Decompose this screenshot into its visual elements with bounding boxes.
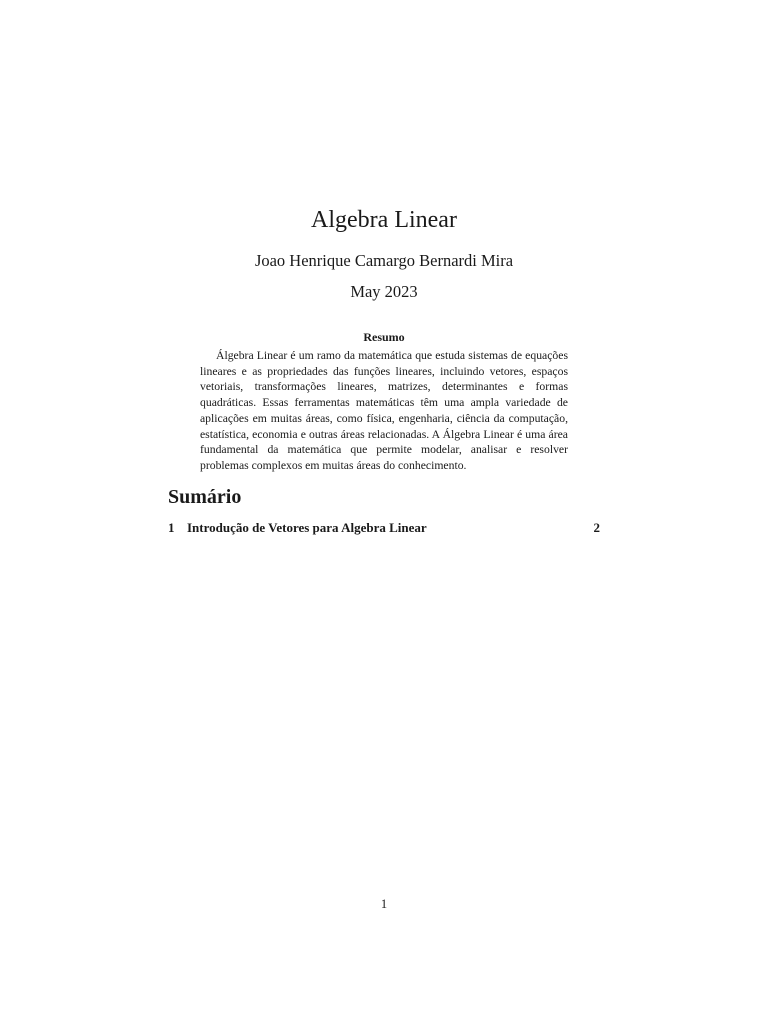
toc-entry[interactable] <box>168 519 600 537</box>
document-author: Joao Henrique Camargo Bernardi Mira <box>254 251 514 270</box>
document-date: May 2023 <box>350 282 418 301</box>
toc-entry-page: 2 <box>593 520 600 535</box>
toc-entry-number: 1 <box>168 520 175 535</box>
toc-heading: Sumário <box>168 486 242 508</box>
abstract-text: Álgebra Linear é um ramo da matemática que estuda sistemas de equações lineares e as propriedades das funções lineares, incluindo vetores, espaços vetoriais, transformações lineares, matrizes, determinantes e formas quadráticas. Essas ferramentas matemáticas têm uma ampla variedade de aplicações em muitas áreas, como física, engenharia, ciência da computação, estatística, economia e outras áreas relacionadas. A Álgebra Linear é uma área fundamental da matemática que permite modelar, analisar e resolver problemas complexos em muitas áreas do conhecimento. <box>200 349 568 472</box>
abstract-heading: Resumo <box>363 330 405 344</box>
document-title: Algebra Linear <box>311 207 457 233</box>
page-number: 1 <box>380 897 388 911</box>
toc-entry-title: Introdução de Vetores para Algebra Linear <box>187 520 427 535</box>
